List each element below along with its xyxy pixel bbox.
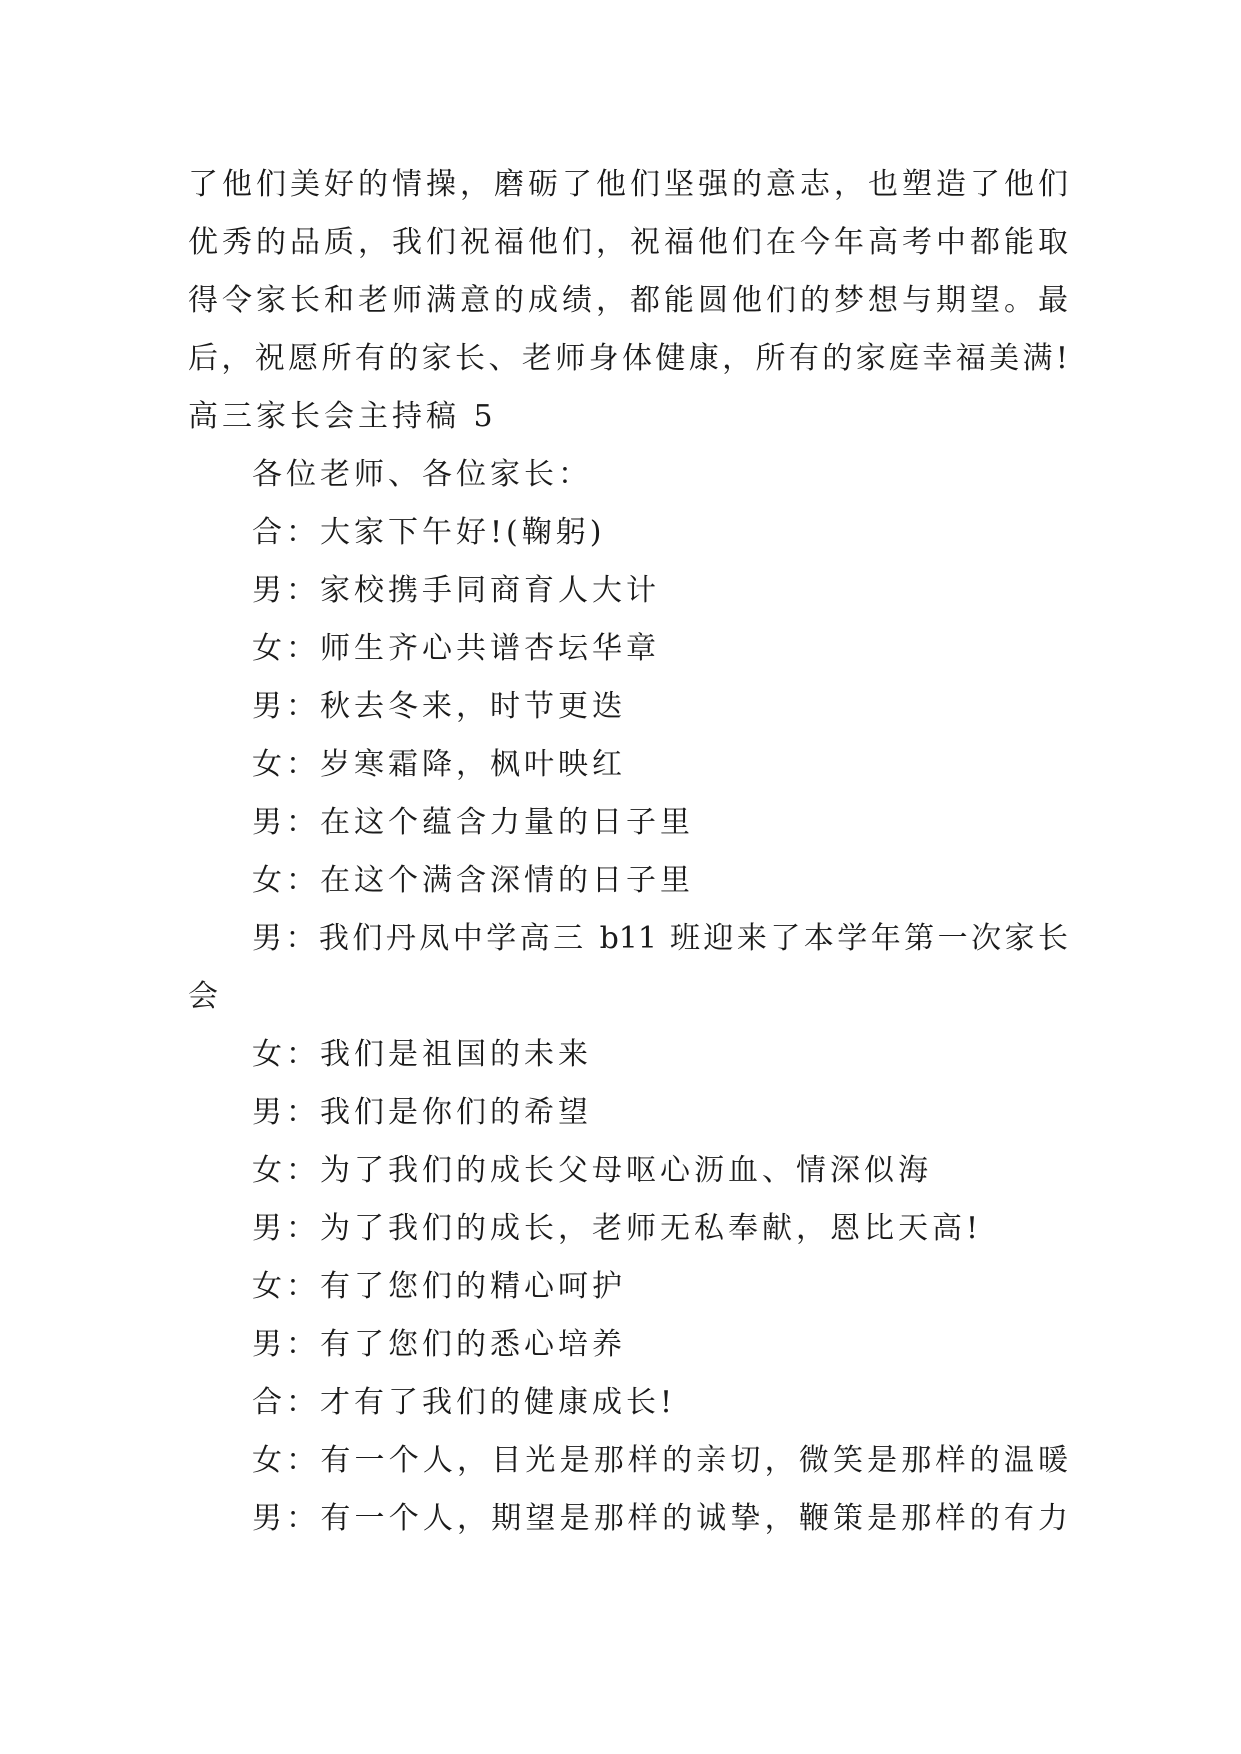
dialogue-line: 合：大家下午好!(鞠躬): [252, 515, 606, 550]
dialogue-line: 女：有了您们的精心呵护: [252, 1269, 626, 1304]
dialogue-line: 女：有一个人，目光是那样的亲切，微笑是那样的温暖: [252, 1443, 1068, 1478]
body-line: 了他们美好的情操，磨砺了他们坚强的意志，也塑造了他们: [188, 167, 1068, 202]
dialogue-line: 男：有了您们的悉心培养: [252, 1327, 626, 1362]
body-line: 优秀的品质，我们祝福他们，祝福他们在今年高考中都能取: [188, 225, 1068, 260]
dialogue-line: 男：我们丹凤中学高三 b11 班迎来了本学年第一次家长: [252, 921, 1068, 956]
salutation-line: 各位老师、各位家长：: [252, 457, 592, 492]
body-line: 后，祝愿所有的家长、老师身体健康，所有的家庭幸福美满!: [188, 341, 1068, 376]
dialogue-line: 男：我们是你们的希望: [252, 1095, 592, 1130]
dialogue-line: 男：家校携手同商育人大计: [252, 573, 660, 608]
body-line: 得令家长和老师满意的成绩，都能圆他们的梦想与期望。最: [188, 283, 1068, 318]
document-body: [188, 156, 1068, 1548]
dialogue-line: 女：为了我们的成长父母呕心沥血、情深似海: [252, 1153, 932, 1188]
dialogue-line-continuation: 会: [188, 979, 222, 1014]
dialogue-line: 女：我们是祖国的未来: [252, 1037, 592, 1072]
dialogue-line: 男：秋去冬来，时节更迭: [252, 689, 626, 724]
dialogue-line: 男：为了我们的成长，老师无私奉献，恩比天高!: [252, 1211, 983, 1246]
dialogue-line: 男：在这个蕴含力量的日子里: [252, 805, 694, 840]
dialogue-line: 男：有一个人，期望是那样的诚挚，鞭策是那样的有力: [252, 1501, 1068, 1536]
dialogue-line: 女：在这个满含深情的日子里: [252, 863, 694, 898]
dialogue-line: 合：才有了我们的健康成长!: [252, 1385, 677, 1420]
dialogue-line: 女：岁寒霜降，枫叶映红: [252, 747, 626, 782]
dialogue-line: 女：师生齐心共谱杏坛华章: [252, 631, 660, 666]
section-heading: 高三家长会主持稿 5: [188, 399, 497, 434]
